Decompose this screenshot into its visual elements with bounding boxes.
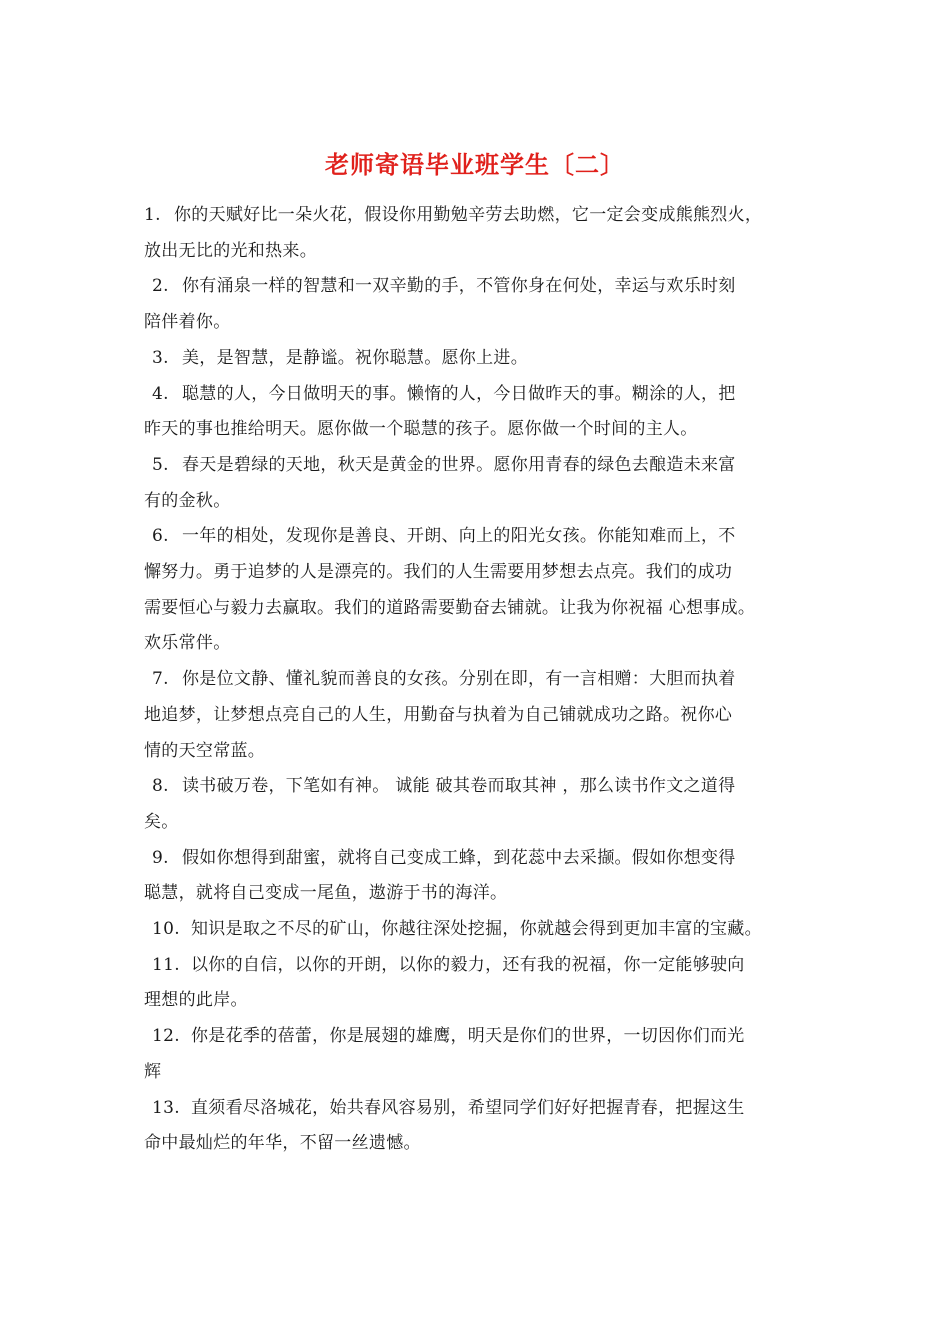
list-item-line: 懈努力。勇于追梦的人是漂亮的。我们的人生需要用梦想去点亮。我们的成功 [144,562,733,583]
list-item-line: 需要恒心与毅力去赢取。我们的道路需要勤奋去铺就。让我为你祝福 心想事成。 [144,597,756,618]
list-item-number: 6. [152,526,169,547]
list-item-number: 12. [152,1026,180,1047]
document-body [0,198,950,1162]
list-item-line: 昨天的事也推给明天。愿你做一个聪慧的孩子。愿你做一个时间的主人。 [144,419,698,440]
list-item-number: 10. [152,919,180,940]
list-item [0,198,763,269]
list-item-line: 矣。 [144,811,179,832]
list-item [0,377,736,448]
list-item-line: 聪慧，就将自己变成一尾鱼，遨游于书的海洋。 [144,883,508,904]
list-item-line: 放出无比的光和热来。 [144,240,317,261]
list-item [0,1019,745,1090]
list-item-line: 你的天赋好比一朵火花，假设你用勤勉辛劳去助燃，它一定会变成熊熊烈火， [174,205,763,225]
list-item [0,948,745,1019]
list-item-number: 5. [152,454,169,475]
list-item-line: 你是位文静、懂礼貌而善良的女孩。分别在即，有一言相赠：大胆而执着 [182,669,736,690]
list-item-line: 欢乐常伴。 [144,633,231,654]
list-item-line: 有的金秋。 [144,490,231,511]
list-item-line: 你是花季的蓓蕾，你是展翅的雄鹰，明天是你们的世界，一切因你们而光 [191,1026,745,1047]
list-item-number: 2. [152,276,169,297]
list-item-line: 命中最灿烂的年华，不留一丝遗憾。 [144,1133,421,1154]
list-item [0,912,762,948]
list-item-line: 读书破万卷，下笔如有神。 诚能 破其卷而取其神 ，那么读书作文之道得 [182,776,736,797]
list-item-number: 4. [152,383,169,404]
list-item-line: 你有涌泉一样的智慧和一双辛勤的手，不管你身在何处，幸运与欢乐时刻 [182,276,736,297]
list-item-line: 春天是碧绿的天地，秋天是黄金的世界。愿你用青春的绿色去酿造未来富 [182,454,736,475]
list-item-number: 9. [152,847,169,868]
document-title: 老师寄语毕业班学生〔二〕 [325,151,625,179]
list-item-number: 11. [152,954,180,975]
list-item-number: 1. [144,205,161,225]
list-item-line: 假如你想得到甜蜜，就将自己变成工蜂，到花蕊中去采撷。假如你想变得 [182,847,736,868]
list-item [0,769,736,840]
list-item-number: 3. [152,347,169,368]
list-item-line: 聪慧的人，今日做明天的事。懒惰的人，今日做昨天的事。糊涂的人，把 [182,383,736,404]
list-item-line: 情的天空常蓝。 [144,740,266,761]
list-item-line: 辉 [144,1061,162,1082]
list-item [0,341,680,377]
list-item-line: 直须看尽洛城花，始共春风容易别，希望同学们好好把握青春，把握这生 [191,1097,745,1118]
list-item [0,448,736,519]
list-item-line: 知识是取之不尽的矿山，你越往深处挖掘，你就越会得到更加丰富的宝藏。 [191,919,762,940]
list-item [0,1091,745,1162]
list-item-number: 13. [152,1097,180,1118]
list-item [0,662,736,769]
list-item-line: 一年的相处，发现你是善良、开朗、向上的阳光女孩。你能知难而上，不 [182,526,736,547]
list-item-line: 地追梦，让梦想点亮自己的人生，用勤奋与执着为自己铺就成功之路。祝你心 [144,704,733,725]
list-item [0,269,736,340]
list-item-number: 7. [152,669,169,690]
list-item-line: 理想的此岸。 [144,990,248,1011]
list-item [0,519,756,662]
list-item-number: 8. [152,776,169,797]
list-item-line: 以你的自信，以你的开朗，以你的毅力，还有我的祝福，你一定能够驶向 [191,954,745,975]
list-item [0,841,736,912]
list-item-line: 陪伴着你。 [144,312,231,333]
list-item-line: 美，是智慧，是静谧。祝你聪慧。愿你上进。 [182,347,528,368]
